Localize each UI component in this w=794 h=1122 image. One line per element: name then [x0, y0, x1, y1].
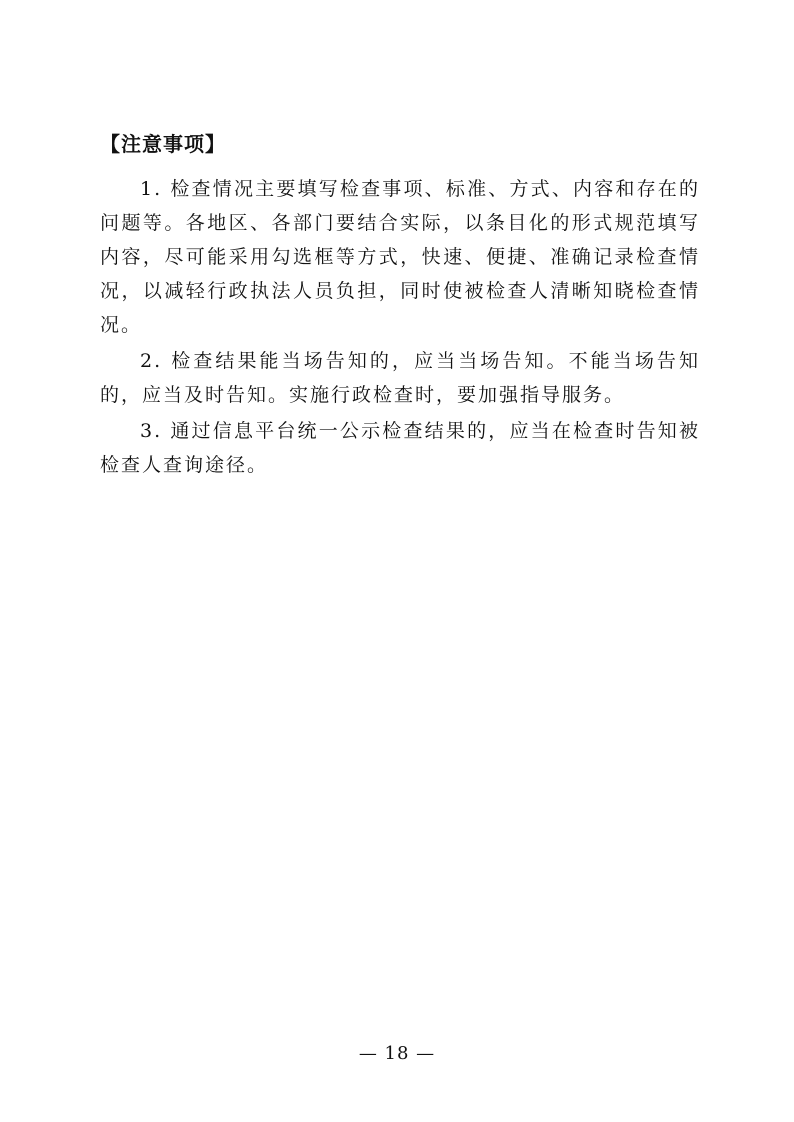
section-heading: 【注意事项】: [100, 132, 226, 156]
note-item-2: 2. 检查结果能当场告知的，应当当场告知。不能当场告知的，应当及时告知。实施行政检查时，要加强指导服务。: [100, 350, 700, 406]
note-item-1: 1. 检查情况主要填写检查事项、标准、方式、内容和存在的问题等。各地区、各部门要结合实际，以条目化的形式规范填写内容，尽可能采用勾选框等方式，快速、便捷、准确记录检查情况，以减轻行政执法人员负担，同时使被检查人清晰知晓检查情况。: [100, 178, 700, 336]
note-item-3: 3. 通过信息平台统一公示检查结果的，应当在检查时告知被检查人查询途径。: [100, 420, 700, 476]
notes-list: [100, 172, 700, 484]
page-number: — 18 —: [358, 1043, 436, 1064]
